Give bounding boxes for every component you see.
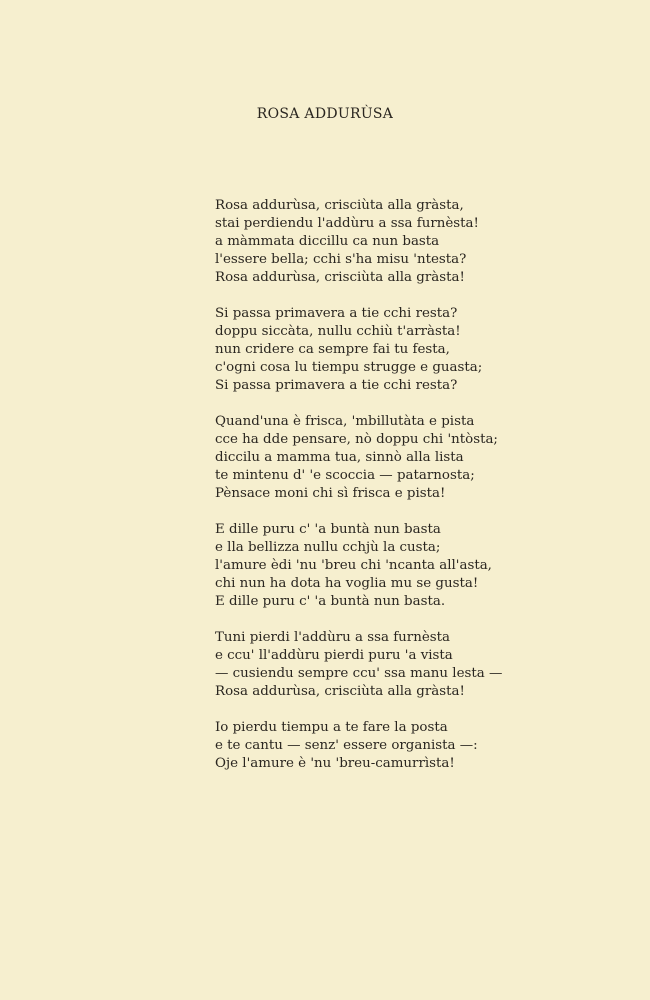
stanza xyxy=(215,197,535,287)
poem-line: Pènsace moni chi sì frisca e pista! xyxy=(215,486,446,502)
poem-line: E dille puru c' 'a buntà nun basta. xyxy=(215,593,446,609)
poem-line: te mintenu d' 'e scoccia — patarnosta; xyxy=(215,467,475,483)
stanza xyxy=(215,305,535,395)
poem-line: cce ha dde pensare, nò doppu chi 'ntòsta; xyxy=(215,431,498,447)
poem-line: Io pierdu tiempu a te fare la posta xyxy=(215,719,448,735)
stanza xyxy=(215,719,535,773)
poem-line: E dille puru c' 'a buntà nun basta xyxy=(215,521,441,537)
poem-line: Si passa primavera a tie cchi resta? xyxy=(215,378,458,394)
poem-title: ROSA ADDURÙSA xyxy=(256,106,394,122)
poem-line: — cusiendu sempre ccu' ssa manu lesta — xyxy=(215,665,503,681)
poem-line: c'ogni cosa lu tiempu strugge e guasta; xyxy=(215,360,483,376)
poem-line: l'amure èdi 'nu 'breu chi 'ncanta all'asta, xyxy=(215,557,492,573)
stanza xyxy=(215,413,535,503)
poem-line: chi nun ha dota ha voglia mu se gusta! xyxy=(215,575,479,591)
poem-line: Rosa addurùsa, crisciùta alla gràsta! xyxy=(215,683,465,699)
poem-line: Quand'una è frisca, 'mbillutàta e pista xyxy=(215,413,475,429)
poem-line: nun cridere ca sempre fai tu festa, xyxy=(215,342,450,358)
poem-line: a màmmata diccillu ca nun basta xyxy=(215,234,440,250)
poem-line: e te cantu — senz' essere organista —: xyxy=(215,737,478,753)
poem-line: stai perdiendu l'addùru a ssa furnèsta! xyxy=(215,216,479,232)
poem-line: l'essere bella; cchi s'ha misu 'ntesta? xyxy=(215,252,467,268)
stanza xyxy=(215,521,535,611)
poem-line: Oje l'amure è 'nu 'breu-camurrìsta! xyxy=(215,755,455,771)
poem-line: doppu siccàta, nullu cchiù t'arràsta! xyxy=(215,323,461,339)
stanza xyxy=(215,629,535,701)
poem-line: Si passa primavera a tie cchi resta? xyxy=(215,305,458,321)
poem-line: Tuni pierdi l'addùru a ssa furnèsta xyxy=(215,629,450,645)
poem-line: diccilu a mamma tua, sinnò alla lista xyxy=(215,449,464,465)
poem-body xyxy=(215,197,535,790)
poem-line: e lla bellizza nullu cchjù la custa; xyxy=(215,539,441,555)
poem-line: Rosa addurùsa, crisciùta alla gràsta! xyxy=(215,270,465,286)
poem-line: Rosa addurùsa, crisciùta alla gràsta, xyxy=(215,198,464,213)
poem-line: e ccu' ll'addùru pierdi puru 'a vista xyxy=(215,647,453,663)
